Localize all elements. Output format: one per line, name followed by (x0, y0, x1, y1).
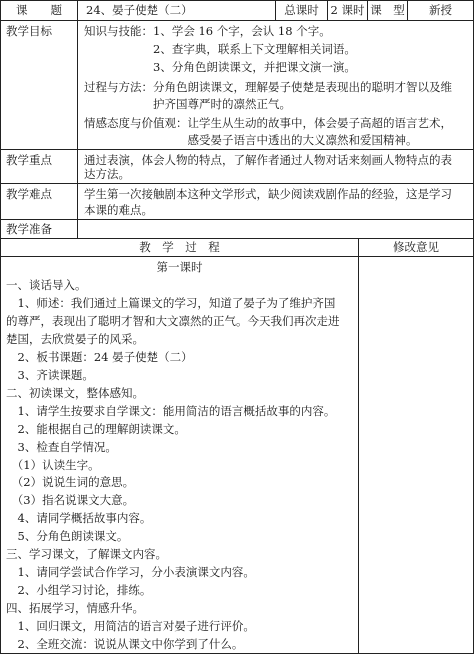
lesson-type-value: 新授 (429, 3, 452, 17)
focus-line: 通过表演，体会人物的特点，了解作者通过人物对话来刻画人物特点的表 (84, 153, 452, 167)
goals-line: 2、查字典，联系上下文理解相关词语。 (84, 42, 356, 56)
process-line: 楚国，去欣赏晏子的风采。 (6, 331, 144, 346)
goals-line: 情感态度与价值观：让学生从生动的故事中，体会晏子高超的语言艺术， (84, 116, 452, 130)
goals-line: 感受晏子语言中透出的大义凛然和爱国精神。 (84, 133, 418, 147)
process-line: （3）指名说课文大意。 (6, 493, 135, 508)
process-line: 4、请同学概括故事内容。 (6, 511, 152, 526)
process-line: 1、请同学尝试合作学习，分小表演课文内容。 (6, 565, 255, 580)
row-divider (0, 20, 474, 21)
revise-column-divider (358, 238, 359, 654)
lesson-type-label: 课 型 (370, 3, 405, 17)
course-title: 24、晏子使楚（二） (86, 3, 193, 17)
process-line: 二、初读课文，整体感知。 (6, 385, 144, 400)
focus-label: 教学重点 (6, 153, 52, 167)
process-line: 5、分角色朗读课文。 (6, 529, 129, 544)
lesson-title: 第一课时 (156, 260, 203, 274)
goals-line: 知识与技能：1、学会 16 个字，会认 18 个字。 (84, 24, 331, 38)
process-line: 3、齐读课题。 (6, 367, 94, 382)
process-line: 一、谈话导入。 (6, 278, 87, 292)
revise-title: 修改意见 (393, 240, 439, 254)
row-divider (0, 149, 474, 150)
row-divider (0, 183, 474, 184)
process-line: 四、拓展学习，情感升华。 (6, 601, 144, 616)
row-divider (0, 238, 474, 239)
process-line: 2、小组学习讨论，排练。 (6, 583, 152, 598)
process-title: 教 学 过 程 (139, 240, 220, 254)
process-line: 2、板书课题：24 晏子使楚（二） (6, 349, 193, 364)
table-border-left (0, 0, 1, 654)
process-line: （1）认读生字。 (6, 457, 100, 472)
goals-line: 3、分角色朗读课文，并把课文演一演。 (84, 60, 356, 74)
row-divider (0, 256, 474, 257)
process-line: 1、请学生按要求自学课文：能用简洁的语言概括故事的内容。 (6, 403, 336, 418)
prep-label: 教学准备 (6, 222, 52, 236)
process-line: 的尊严，表现出了聪明才智和大文凛然的正气。今天我们再次走进 (6, 313, 340, 328)
goals-label: 教学目标 (6, 24, 52, 38)
process-line: 3、检查自学情况。 (6, 439, 117, 454)
process-line: 2、能根据自己的理解朗读课文。 (6, 421, 186, 436)
total-hours-label: 总课时 (284, 3, 319, 17)
goals-line: 护齐国尊严时的凛然正气。 (84, 97, 291, 111)
process-line: 1、师述：我们通过上篇课文的学习，知道了晏子为了维护齐国 (6, 295, 336, 310)
process-line: 2、全班交流：说说从课文中你学到了什么。 (6, 637, 244, 651)
total-hours-value: 2 课时 (330, 3, 365, 17)
process-line: 1、回归课文，用简洁的语言对晏子进行评价。 (6, 619, 255, 633)
goals-line: 过程与方法：分角色朗读课文，理解晏子使楚是表现出的聪明才智以及维 (84, 80, 452, 94)
difficulty-line: 本课的难点。 (84, 203, 153, 217)
focus-line: 达方法。 (84, 167, 130, 181)
difficulty-line: 学生第一次接触剧本这种文学形式，缺少阅读戏剧作品的经验，这是学习 (84, 187, 452, 201)
row-divider (0, 219, 474, 220)
process-line: 三、学习课文，了解课文内容。 (6, 547, 167, 562)
label-column-divider (77, 0, 78, 238)
table-border-top (0, 0, 474, 1)
course-label: 课 题 (16, 3, 62, 17)
process-line: （2）说说生词的意思。 (6, 475, 135, 490)
difficulty-label: 教学难点 (6, 187, 52, 201)
